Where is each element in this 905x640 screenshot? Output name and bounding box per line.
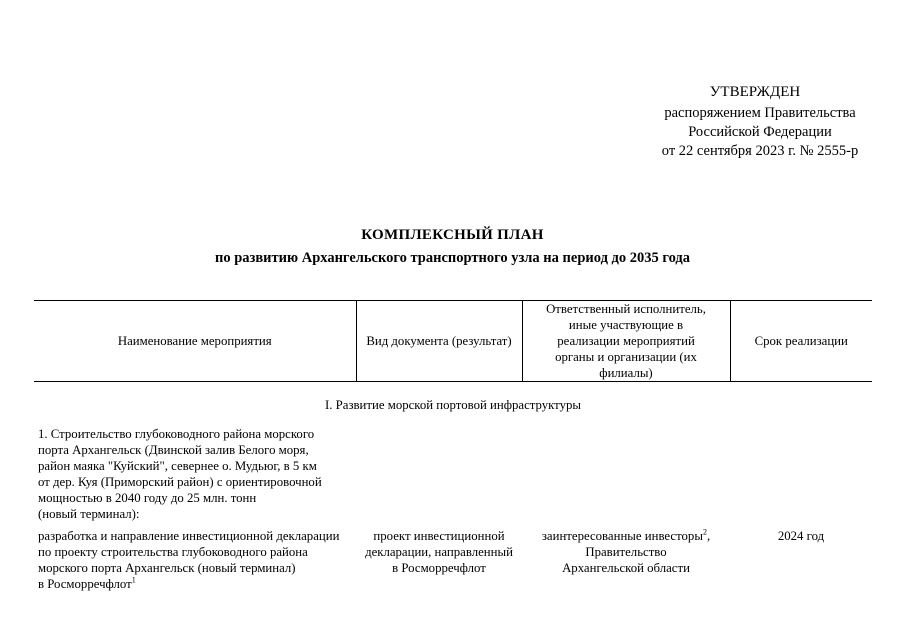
section-row — [34, 382, 872, 427]
row-executor-line: Правительство — [585, 545, 667, 559]
header-responsible-executor: Ответственный исполнитель, иные участвующие в реализации мероприятий органы и организации (их филиалы) — [522, 301, 730, 382]
footnote-marker: 2 — [702, 527, 707, 537]
row-name-line: морского порта Архангельск (новый терминал) — [38, 561, 296, 575]
row-document-type — [356, 528, 522, 592]
footnote-marker: 1 — [131, 575, 136, 585]
row-name-line: разработка и направление инвестиционной декларации — [38, 529, 340, 543]
row-document-line: в Росморречфлот — [392, 561, 486, 575]
item-title-line: порта Архангельск (Двинской залив Белого моря, — [38, 443, 309, 457]
row-responsible-executor — [522, 528, 730, 592]
item-title-line: район маяка "Куйский", севернее о. Мудьюг, в 5 км — [38, 459, 317, 473]
item-title — [34, 426, 356, 528]
document-title: КОМПЛЕКСНЫЙ ПЛАН — [361, 227, 544, 243]
row-executor-line: Архангельской области — [562, 561, 690, 575]
item-title-line: мощностью в 2040 году до 25 млн. тонн — [38, 491, 257, 505]
header-document-type: Вид документа (результат) — [356, 301, 522, 382]
item-title-line: 1. Строительство глубоководного района морского — [38, 427, 315, 441]
row-executor-line: заинтересованные инвесторы$^2$, — [541, 527, 711, 543]
row-name-line: по проекту строительства глубоководного района — [38, 545, 308, 559]
header-deadline: Срок реализации — [730, 301, 872, 382]
row-document-line: декларации, направленный — [365, 545, 513, 559]
approval-heading: УТВЕРЖДЕН — [709, 84, 801, 100]
row-document-line: проект инвестиционной — [373, 529, 505, 543]
approval-line: распоряжением Правительства — [664, 105, 856, 121]
plan-table — [34, 300, 872, 592]
table-header-row — [34, 301, 872, 382]
item-title-line: (новый терминал): — [38, 507, 140, 521]
approval-block — [640, 83, 880, 161]
table-row — [34, 528, 872, 592]
header-measure-name: Наименование мероприятия — [34, 301, 356, 382]
item-title-line: от дер. Куя (Приморский район) с ориентировочной — [38, 475, 322, 489]
row-measure-name — [34, 528, 356, 592]
row-deadline: 2024 год — [777, 529, 825, 543]
section-title: I. Развитие морской портовой инфраструктуры — [325, 398, 581, 412]
row-name-line: в Росморречфлот$^1$ — [38, 575, 136, 591]
approval-line: от 22 сентября 2023 г. № 2555-р — [661, 143, 859, 159]
approval-line: Российской Федерации — [688, 124, 832, 140]
table-row — [34, 426, 872, 528]
document-subtitle: по развитию Архангельского транспортного узла на период до 2035 года — [214, 250, 691, 266]
